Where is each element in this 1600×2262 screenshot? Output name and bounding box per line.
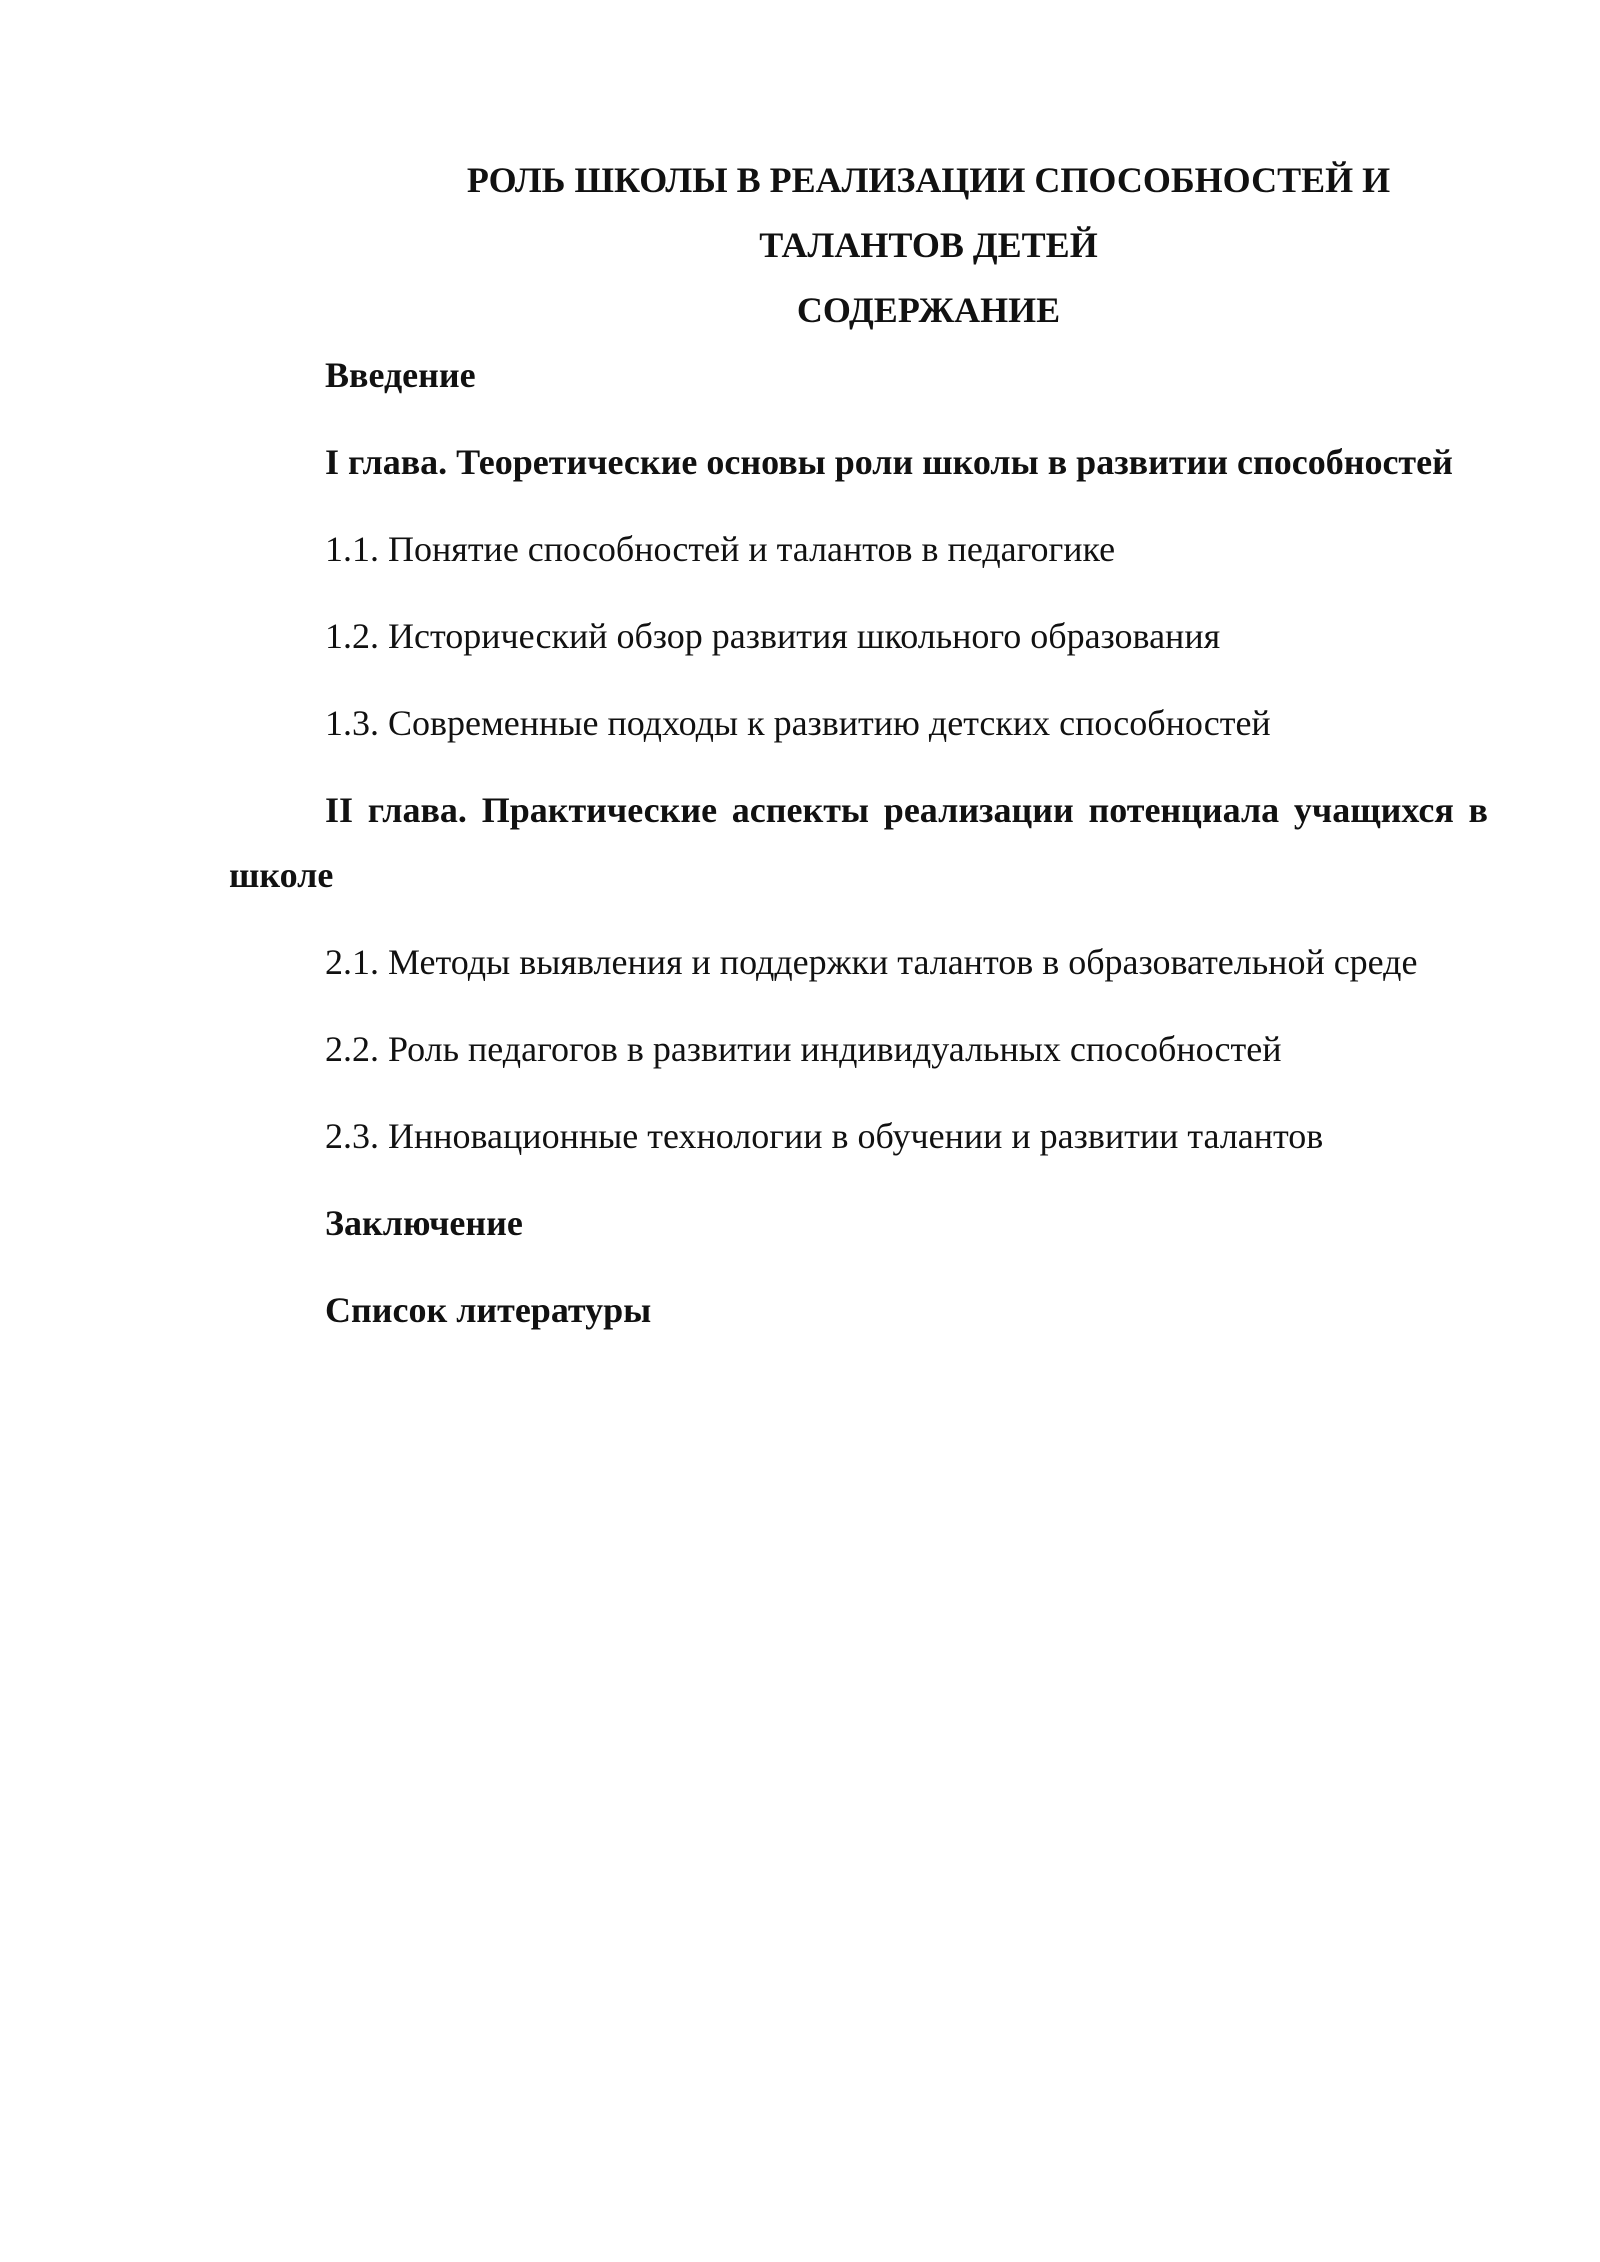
table-of-contents — [229, 343, 1488, 1343]
toc-entry-conclusion: Заключение — [325, 1203, 523, 1243]
contents-heading: СОДЕРЖАНИЕ — [796, 290, 1061, 330]
page-content — [229, 148, 1488, 1365]
toc-entry-references: Список литературы — [325, 1290, 652, 1330]
toc-entry-chapter-2: II глава. Практические аспекты реализации потенциала учащихся в школе — [229, 790, 1488, 895]
document-title: РОЛЬ ШКОЛЫ В РЕАЛИЗАЦИИ СПОСОБНОСТЕЙ И ТАЛАНТОВ ДЕТЕЙ — [466, 160, 1391, 265]
toc-entry-1-2: 1.2. Исторический обзор развития школьного образования — [325, 616, 1221, 656]
toc-entry-2-3: 2.3. Инновационные технологии в обучении и развитии талантов — [325, 1116, 1324, 1156]
toc-entry-2-2: 2.2. Роль педагогов в развитии индивидуальных способностей — [325, 1029, 1282, 1069]
toc-entry-chapter-1: I глава. Теоретические основы роли школы в развитии способностей — [325, 442, 1453, 482]
toc-entry-1-1: 1.1. Понятие способностей и талантов в педагогике — [325, 529, 1116, 569]
toc-entry-2-1: 2.1. Методы выявления и поддержки талантов в образовательной среде — [325, 942, 1418, 982]
toc-entry-1-3: 1.3. Современные подходы к развитию детских способностей — [325, 703, 1271, 743]
toc-entry-introduction: Введение — [325, 355, 476, 395]
